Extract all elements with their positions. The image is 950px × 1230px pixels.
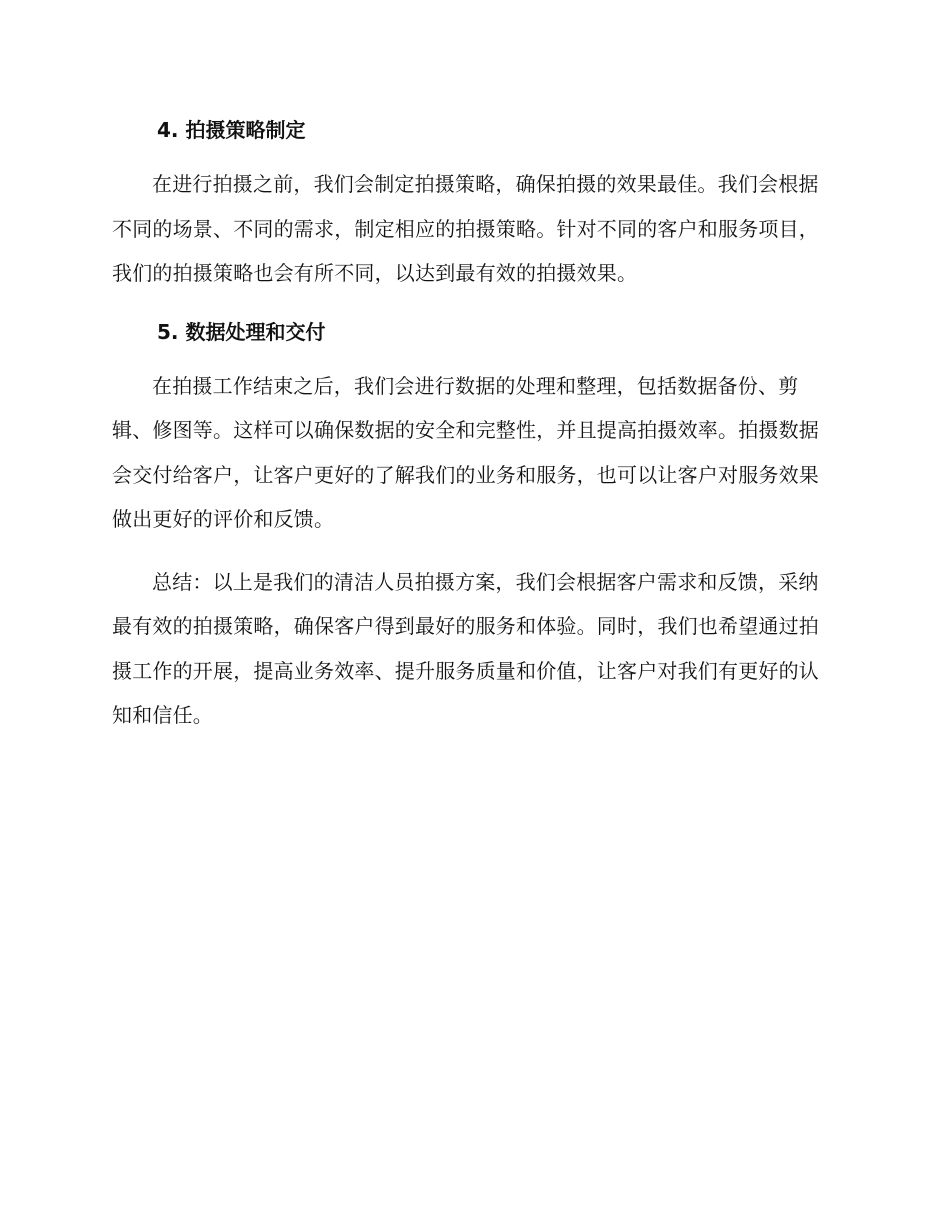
section-heading-data-delivery: 5. 数据处理和交付 <box>157 319 326 344</box>
section-heading-strategy: 4. 拍摄策略制定 <box>157 118 306 142</box>
spacer <box>112 148 832 162</box>
spacer <box>112 350 832 364</box>
section-paragraph-data-delivery: 在拍摄工作结束之后，我们会进行数据的处理和整理，包括数据备份、剪辑、修图等。这样可以确保数据的安全和完整性，并且提高拍摄效率。拍摄数据会交付给客户，让客户更好的了解我们的业务和服务，也可以让客户对服务效果做出更好的评价和反馈。 <box>112 373 819 531</box>
spacer <box>112 296 832 314</box>
summary-paragraph: 总结：以上是我们的清洁人员拍摄方案，我们会根据客户需求和反馈，采纳最有效的拍摄策略，确保客户得到最好的服务和体验。同时，我们也希望通过拍摄工作的开展，提高业务效率、提升服务质量和价值，让客户对我们有更好的认知和信任。 <box>112 569 819 727</box>
section-paragraph-strategy: 在进行拍摄之前，我们会制定拍摄策略，确保拍摄的效果最佳。我们会根据不同的场景、不同的需求，制定相应的拍摄策略。针对不同的客户和服务项目，我们的拍摄策略也会有所不同，以达到最有效的拍摄效果。 <box>112 172 819 285</box>
spacer <box>112 542 832 560</box>
document-page <box>112 112 832 738</box>
